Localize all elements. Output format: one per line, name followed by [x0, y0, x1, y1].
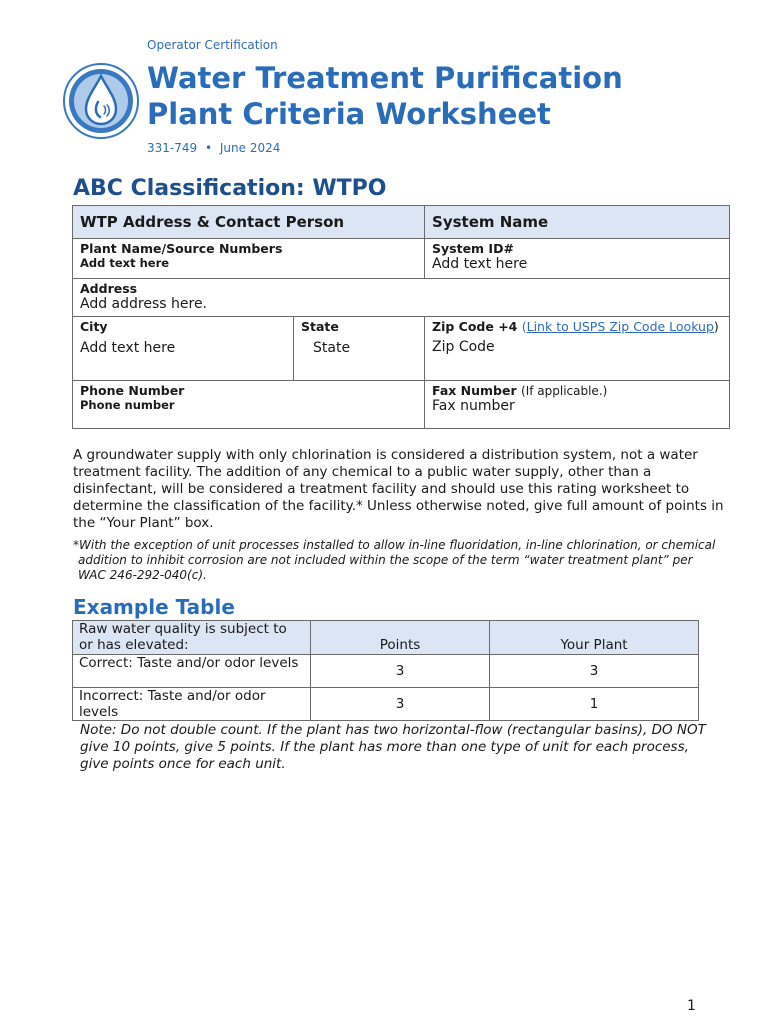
system-id-cell [425, 239, 730, 279]
title-line-2: Plant Criteria Worksheet [147, 97, 551, 131]
plant-name-label: Plant Name/Source Numbers [80, 241, 283, 256]
footnote [73, 538, 723, 583]
address-contact-header: WTP Address & Contact Person [73, 206, 425, 239]
abc-classification-heading: ABC Classification: WTPO [73, 176, 387, 201]
plant-name-cell [73, 239, 425, 279]
zip-label: Zip Code +4 [432, 319, 518, 334]
fax-cell [425, 381, 730, 429]
example-row-your-plant[interactable]: 3 [490, 655, 699, 688]
page-number: 1 [687, 998, 696, 1014]
example-table-heading: Example Table [73, 595, 235, 619]
doc-date: June 2024 [219, 141, 281, 155]
system-id-label: System ID# [432, 241, 514, 256]
state-field[interactable]: State [313, 340, 351, 356]
fax-note: (If applicable.) [521, 384, 608, 398]
title-line-1: Water Treatment Purification [147, 61, 623, 95]
state-label: State [301, 319, 339, 334]
city-cell [73, 317, 294, 381]
fax-label: Fax Number [432, 383, 517, 398]
example-header-points: Points [311, 621, 490, 655]
plant-name-field[interactable]: Add text here [80, 256, 170, 270]
zip-field[interactable]: Zip Code [432, 339, 495, 355]
system-name-header: System Name [425, 206, 730, 239]
page-title [147, 60, 707, 132]
usps-zip-lookup-link[interactable]: Link to USPS Zip Code Lookup [526, 319, 714, 334]
example-row-points: 3 [311, 655, 490, 688]
city-label: City [80, 319, 108, 334]
table-row [73, 655, 699, 688]
doc-number: 331-749 [147, 141, 198, 155]
phone-field[interactable]: Phone number [80, 398, 175, 412]
address-label: Address [80, 281, 138, 296]
fax-field[interactable]: Fax number [432, 398, 515, 414]
example-table [72, 620, 699, 721]
example-row-your-plant[interactable]: 1 [490, 688, 699, 721]
example-header-quality: Raw water quality is subject to or has elevated: [73, 621, 311, 655]
header-kicker: Operator Certification [147, 38, 278, 52]
zip-cell [425, 317, 730, 381]
water-drop-logo-icon [62, 62, 140, 140]
example-row-points: 3 [311, 688, 490, 721]
address-cell [73, 279, 730, 317]
state-cell [294, 317, 425, 381]
footnote-text: *With the exception of unit processes installed to allow in-line fluoridation, in-line chlorination, or chemical addition to inhibit corrosion are not included within the scope of the term “water treatment plant” per WAC 246-292-040(c). [73, 538, 716, 582]
example-row-label: Correct: Taste and/or odor levels [73, 655, 311, 688]
city-field[interactable]: Add text here [80, 340, 176, 356]
address-field[interactable]: Add address here. [80, 296, 208, 312]
table-row [73, 688, 699, 721]
zip-link-close: ) [713, 319, 719, 334]
system-id-field[interactable]: Add text here [432, 256, 528, 272]
doc-bullet: • [204, 141, 213, 155]
contact-form-table [72, 205, 730, 429]
double-count-note: Note: Do not double count. If the plant has two horizontal-flow (rectangular basins), DO NOT give 10 points, give 5 points. If the plant has more than one type of unit for each process, give points once for each unit. [80, 722, 706, 772]
phone-cell [73, 381, 425, 429]
example-header-your-plant: Your Plant [490, 621, 699, 655]
document-id [147, 141, 280, 155]
zip-link-open: ( [521, 319, 527, 334]
example-row-label: Incorrect: Taste and/or odor levels [73, 688, 311, 721]
instructions-paragraph: A groundwater supply with only chlorination is considered a distribution system, not a water treatment facility. The addition of any chemical to a public water supply, other than a disinfectant, will be considered a treatment facility and should use this rating worksheet to determine the classification of the facility.* Unless otherwise noted, give full amount of points in the “Your Plant” box. [73, 447, 724, 531]
phone-label: Phone Number [80, 383, 185, 398]
